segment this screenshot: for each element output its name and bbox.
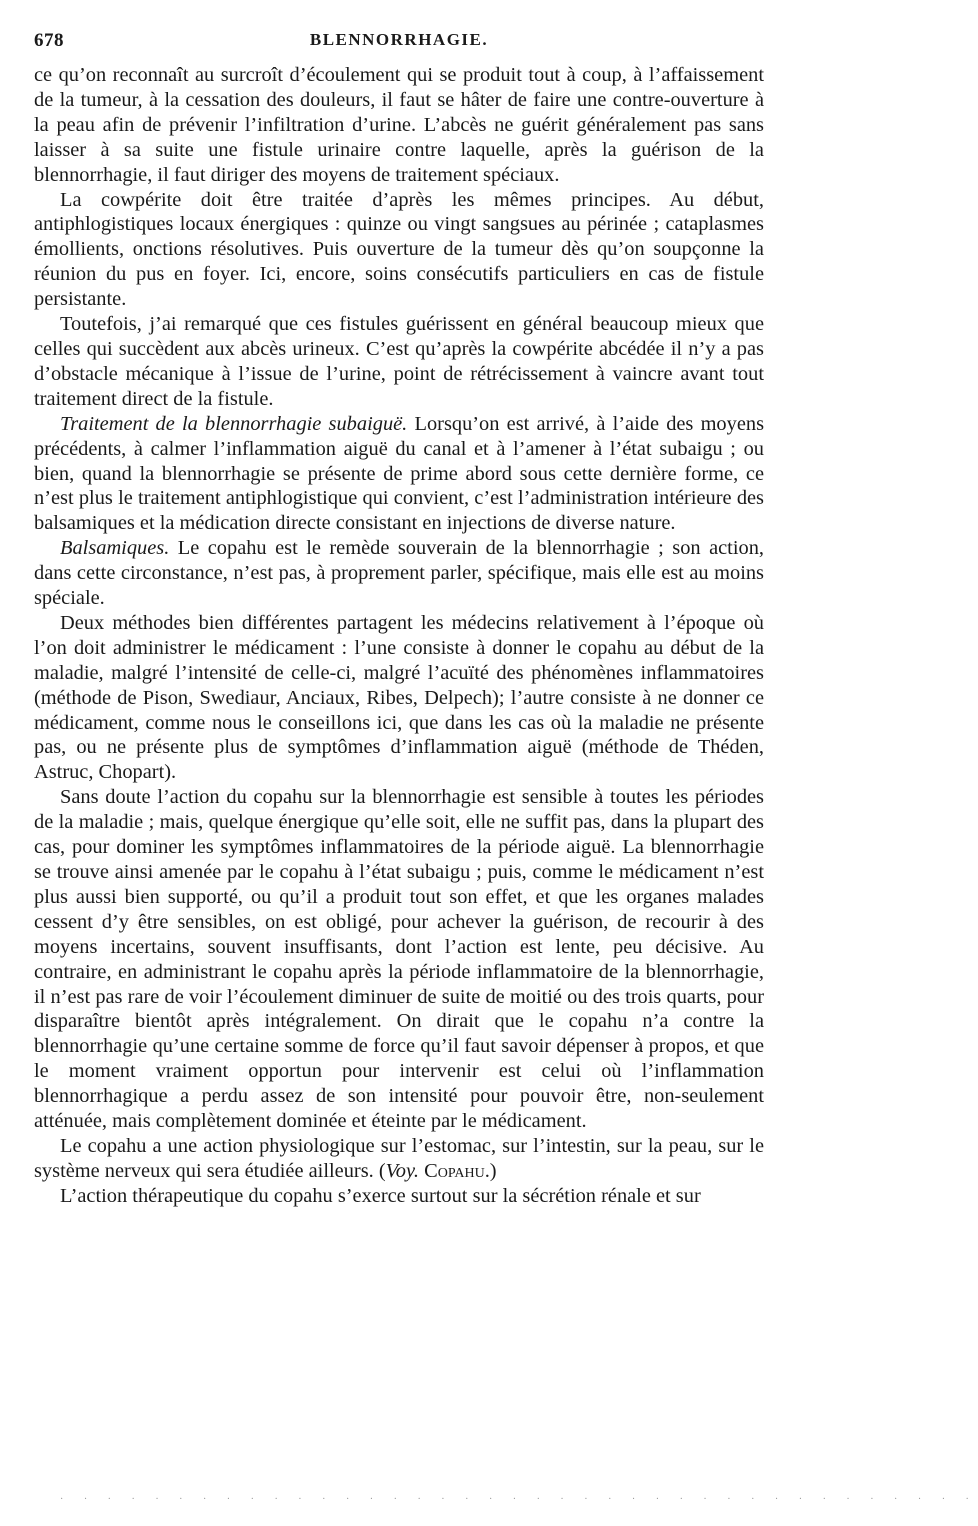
paragraph: ce qu’on reconnaît au surcroît d’écoulement qui se produit tout à coup, à l’affaissement de la tumeur, à la cessation des douleurs, il faut se hâter de faire une contre-ouverture à la peau afin de prévenir l’infiltration d’urine. L’abcès ne guérit généralement pas sans laisser à sa suite une fistule urinaire contre laquelle, après la guérison de la blennorrhagie, il faut diriger des moyens de traitement spéciaux. (34, 64, 764, 186)
cross-reference-voy: Voy. (385, 1159, 420, 1182)
cross-reference-target: Copahu (424, 1159, 485, 1182)
paragraph-text: Le copahu a une action physiologique sur l’estomac, sur l’intestin, sur la peau, sur le système nerveux qui sera étudiée ailleurs. ( (34, 1134, 764, 1182)
paragraph: L’action thérapeutique du copahu s’exerce surtout sur la sécrétion rénale et sur (60, 1184, 701, 1207)
paragraph: Sans doute l’action du copahu sur la blennorrhagie est sensible à toutes les périodes de la maladie ; mais, quelque énergique qu’elle soit, elle ne suffit pas, dans la plupart des cas, pour dominer les symptômes inflammatoires de la période aiguë. La blennorrhagie se trouve ainsi amenée par le copahu à l’état subaigu ; puis, comme le médicament n’est plus aussi bien supporté, ou qu’il a produit tout son effet, et que les organes malades cessent d’y être sensibles, on est obligé, pour achever la guérison, de recourir à des moyens incertains, souvent insuffisants, dont l’action est lente, peu décisive. Au contraire, en administrant le copahu après la période inflammatoire de la blennorrhagie, il n’est pas rare de voir l’écoulement diminuer de suite de moitié ou des trois quarts, pour disparaître bientôt après intégralement. On dirait que le copahu n’a contre la blennorrhagie qu’une certaine somme de force qu’il faut savoir dépenser à propos, et que le moment vraiment opportun pour intervenir est celui où l’inflammation blennorrhagique a perdu assez de son intensité pour pouvoir être, non-seulement atténuée, mais complètement dominée et éteinte par le médicament. (34, 786, 764, 1133)
paragraph: La cowpérite doit être traitée d’après les mêmes principes. Au début, antiphlogistiques locaux énergiques : quinze ou vingt sangsues au périnée ; cataplasmes émollients, onctions résolutives. Puis ouverture de la tumeur dès qu’on soupçonne la réunion du pus en foyer. Ici, encore, soins consécutifs particuliers en cas de fistule persistante. (34, 188, 764, 311)
footer-dotted-rule: · · · · · · · · · · · · · · · · · · · · · · · · · · · · · · · · · · · · · · · (60, 1494, 978, 1505)
running-title: BLENNORRHAGIE. (309, 30, 489, 49)
section-heading: Balsamiques. (60, 537, 170, 560)
paragraph-text: .) (484, 1159, 497, 1182)
paragraph (34, 412, 764, 537)
paragraph-text: Lorsqu’on est arrivé, à l’aide des moyens précédents, à calmer l’inflammation aiguë du canal et à l’amener à l’état subaigu ; ou bien, quand la blennorrhagie se présente de prime abord sous cette dernière forme, ce n’est plus le traitement antiphlogistique qui convient, c’est l’administration intérieure des balsamiques et la médication directe consistant en injections de diverse nature. (34, 412, 765, 535)
paragraph: Toutefois, j’ai remarqué que ces fistules guérissent en général beaucoup mieux que celles qui succèdent aux abcès urineux. C’est qu’après la cowpérite abcédée il n’y a pas d’obstacle mécanique à l’issue de l’urine, point de rétrécissement à vaincre avant tout traitement direct de la fistule. (34, 313, 764, 410)
body-text (34, 63, 764, 1209)
page-number: 678 (34, 30, 64, 51)
paragraph-text: Le copahu est le remède souverain de la blennorrhagie ; son action, dans cette circonstance, n’est pas, à proprement parler, spécifique, mais elle est au moins spéciale. (34, 537, 764, 610)
paragraph (34, 536, 764, 611)
paragraph: Deux méthodes bien différentes partagent les médecins relativement à l’époque où l’on doit administrer le médicament : l’une consiste à donner le copahu au début de la maladie, malgré l’intensité de celle-ci, malgré l’acuïté des phénomènes inflammatoires (méthode de Pison, Swediaur, Anciaux, Ribes, Delpech); l’autre consiste à ne donner ce médicament, comme nous le conseillons ici, que dans les cas où la maladie ne présente pas, ou ne présente plus de symptômes d’inflammation aiguë (méthode de Théden, Astruc, Chopart). (34, 611, 764, 784)
paragraph (34, 1134, 764, 1184)
page-header (34, 30, 764, 56)
section-heading: Traitement de la blennorrhagie subaiguë. (60, 412, 408, 435)
